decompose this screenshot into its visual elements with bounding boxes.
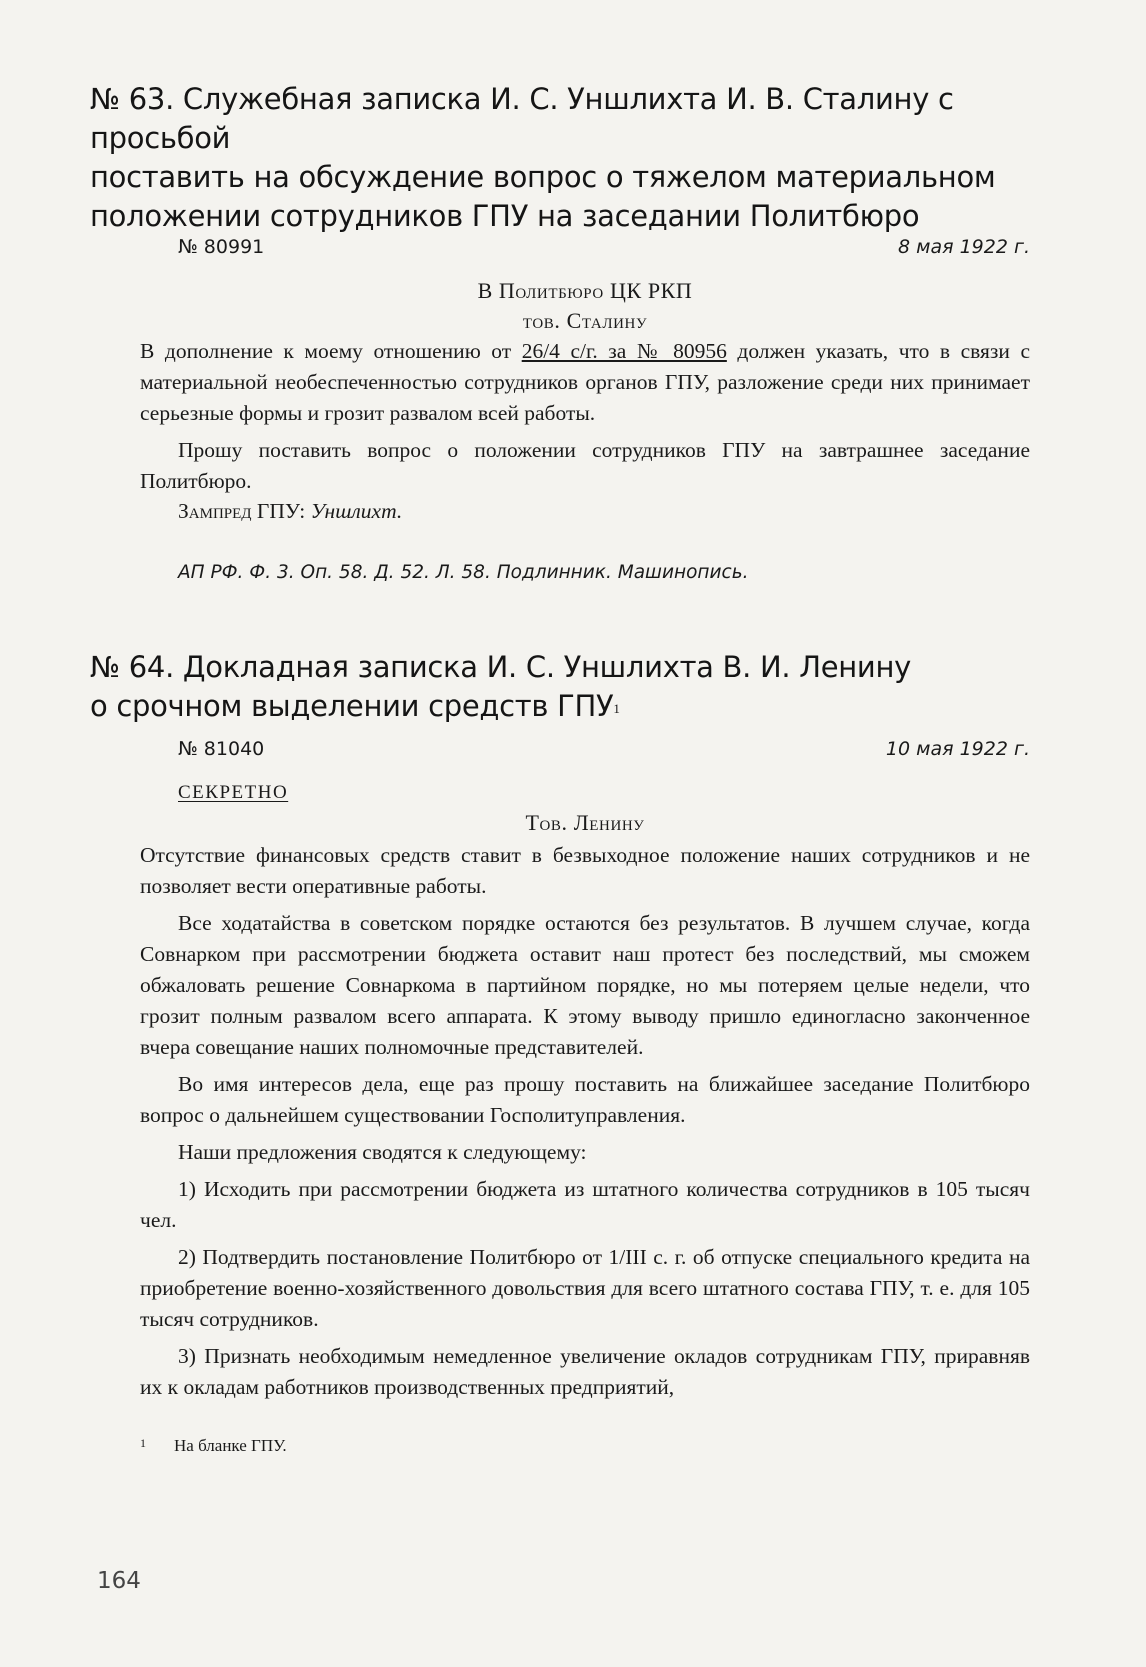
doc63-paragraph-2: Прошу поставить вопрос о положении сотрудников ГПУ на завтрашнее заседание Политбюро. [140, 438, 1030, 493]
doc64-body [140, 840, 1030, 1409]
doc63-p1-after: должен указать, что в связи с материальной необеспеченностью сотрудников органов ГПУ, разложение среди них принимает серьезные формы и грозит развалом всей работы. [140, 339, 1030, 425]
doc63-p1-before: В дополнение к моему отношению от [140, 339, 522, 363]
doc64-paragraph-4: Наши предложения сводятся к следующему: [178, 1140, 587, 1164]
doc63-number: № 80991 [178, 236, 265, 258]
doc63-body [140, 336, 1030, 503]
doc63-p1-reference: 26/4 с/г. за № 80956 [521, 339, 727, 363]
doc63-meta-row [178, 236, 1030, 266]
doc64-meta-row [178, 738, 1030, 768]
footnote-mark: 1 [140, 1436, 146, 1450]
doc64-paragraph-6: 2) Подтвердить постановление Политбюро от 1/III с. г. об отпуске специального кредита на приобретение военно-хозяйственного довольствия для всего штатного состава ГПУ, т. е. для 105 тысяч сотрудников. [140, 1245, 1030, 1331]
doc63-heading-line1: № 63. Служебная записка И. С. Уншлихта И. В. Сталину с просьбой [90, 82, 954, 155]
doc63-paragraph-1 [140, 336, 1030, 429]
doc63-addressee [140, 276, 1030, 336]
doc64-paragraph-3: Во имя интересов дела, еще раз прошу поставить на ближайшее заседание Политбюро вопрос о дальнейшем существовании Госполитуправления. [140, 1072, 1030, 1127]
doc64-heading-line2: о срочном выделении средств ГПУ [90, 689, 614, 723]
doc63-archive-source: АП РФ. Ф. 3. Оп. 58. Д. 52. Л. 58. Подлинник. Машинопись. [178, 562, 749, 583]
doc63-heading [90, 80, 1050, 236]
doc64-heading-line1: № 64. Докладная записка И. С. Уншлихта В. И. Ленину [90, 650, 911, 684]
doc64-heading-line2-wrap [90, 687, 1050, 726]
doc64-date: 10 мая 1922 г. [885, 738, 1030, 760]
doc64-classification: СЕКРЕТНО [178, 782, 289, 803]
doc64-paragraph-5: 1) Исходить при рассмотрении бюджета из штатного количества сотрудников в 105 тысяч чел. [140, 1177, 1030, 1232]
footnote [140, 1436, 287, 1456]
doc63-heading-line2: поставить на обсуждение вопрос о тяжелом материальном [90, 160, 996, 194]
doc63-date: 8 мая 1922 г. [898, 236, 1030, 258]
doc64-addressee: Тов. Ленину [525, 810, 645, 835]
doc63-signature-name: Уншлихт. [310, 499, 403, 523]
doc63-addressee-line1: В Политбюро ЦК РКП [477, 278, 693, 303]
doc63-addressee-line2: тов. Сталину [522, 308, 648, 333]
page-number: 164 [97, 1568, 141, 1594]
doc64-footnote-ref: 1 [613, 701, 620, 716]
doc64-number: № 81040 [178, 738, 265, 760]
doc63-signature-title: Зампред ГПУ: [178, 499, 306, 523]
doc63-signature [178, 496, 402, 526]
doc64-paragraph-2: Все ходатайства в советском порядке остаются без результатов. В лучшем случае, когда Совнарком при рассмотрении бюджета оставит наш протест без последствий, мы сможем обжаловать решение Совнаркома в партийном порядке, но мы потеряем целые недели, что грозит полным развалом всего аппарата. К этому выводу пришло единогласно законченное вчера совещание наших полномочные представителей. [140, 911, 1030, 1059]
doc63-heading-line3: положении сотрудников ГПУ на заседании Политбюро [90, 199, 920, 233]
doc64-paragraph-1: Отсутствие финансовых средств ставит в безвыходное положение наших сотрудников и не позволяет вести оперативные работы. [140, 843, 1030, 898]
doc64-heading [90, 648, 1050, 726]
doc64-paragraph-7: 3) Признать необходимым немедленное увеличение окладов сотрудникам ГПУ, приравняв их к окладам работников производственных предприятий, [140, 1344, 1030, 1399]
footnote-text: На бланке ГПУ. [174, 1436, 287, 1455]
